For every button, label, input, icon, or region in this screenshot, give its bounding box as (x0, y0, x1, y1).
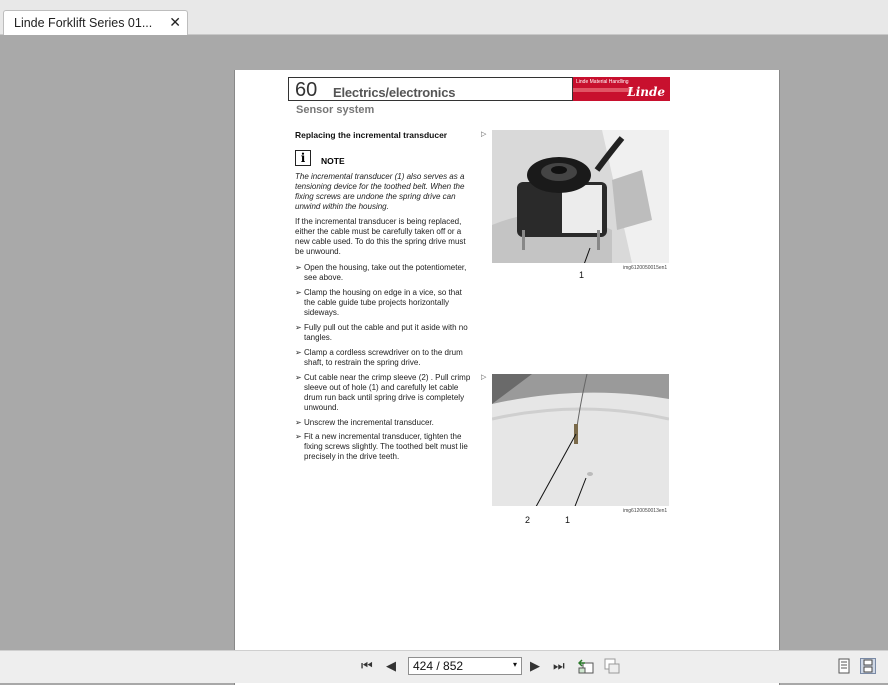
note-text: The incremental transducer (1) also serves as a tensioning device for the toothed belt. When the fixing screws are undone the spring drive can unwind within the housing. (295, 172, 465, 211)
last-page-icon[interactable]: ⏭ (553, 658, 565, 673)
page-subtitle: Sensor system (296, 104, 375, 116)
brand-tagline: Linde Material Handling (576, 79, 629, 85)
transducer-photo (492, 130, 669, 263)
image-callout: 2 (525, 515, 531, 525)
chevron-down-icon: ▾ (512, 660, 517, 669)
next-page-icon[interactable]: ▶ (530, 658, 540, 673)
single-page-view-icon[interactable] (836, 658, 852, 674)
intro-text: If the incremental transducer is being replaced, either the cable must be carefully taken off or a new cable used. To do this the spring drive must be unwound. (295, 217, 466, 256)
step-item (295, 323, 475, 343)
step-item (295, 373, 475, 413)
step-item (295, 288, 475, 318)
bullet-icon: ➢ (295, 288, 302, 297)
page-number-select[interactable] (408, 657, 522, 675)
brand-stripe (573, 88, 633, 92)
section-title: Replacing the incremental transducer (295, 130, 448, 140)
bullet-icon: ➢ (295, 263, 302, 272)
prev-page-icon[interactable]: ◀ (386, 658, 396, 673)
continuous-view-icon[interactable] (860, 658, 876, 674)
bullet-icon: ➢ (295, 373, 302, 382)
step-item (295, 432, 475, 462)
bullet-icon: ➢ (295, 418, 302, 427)
image-caption: img6120050013en1 (623, 508, 668, 514)
pdf-page (234, 70, 780, 685)
go-back-view-icon[interactable] (578, 658, 594, 674)
step-item (295, 348, 475, 368)
step-item (295, 418, 475, 428)
step-item (295, 263, 475, 283)
image-callout: 1 (565, 515, 571, 525)
page-navigation-toolbar (0, 650, 888, 683)
tab-bar (0, 0, 888, 35)
arrow-marker: ▷ (481, 374, 487, 381)
arrow-marker: ▷ (481, 131, 487, 138)
chapter-number: 60 (295, 79, 318, 101)
chapter-header (288, 77, 573, 101)
tab-document[interactable] (3, 10, 188, 35)
step-text: Clamp a cordless screwdriver on to the drum shaft, to restrain the spring drive. (304, 348, 463, 367)
step-text: Unscrew the incremental transducer. (304, 418, 434, 427)
go-forward-view-icon[interactable] (604, 658, 620, 674)
cable-photo (492, 374, 669, 506)
note-label: NOTE (321, 156, 345, 166)
bullet-icon: ➢ (295, 348, 302, 357)
page-display: 424 / 852 (413, 659, 464, 673)
step-text: Fit a new incremental transducer, tighten the fixing screws slightly. The toothed belt must lie precisely in the drive teeth. (304, 432, 468, 461)
bullet-icon: ➢ (295, 323, 302, 332)
linde-logo (573, 77, 670, 101)
image-callout: 1 (579, 270, 585, 280)
document-viewer[interactable] (0, 35, 888, 650)
tab-title: Linde Forklift Series 01... (14, 16, 153, 30)
step-text: Fully pull out the cable and put it aside with no tangles. (304, 323, 468, 342)
first-page-icon[interactable]: ⏮ (361, 658, 373, 673)
step-text: Open the housing, take out the potentiometer, see above. (304, 263, 467, 282)
image-caption: img6120050015en1 (623, 265, 668, 271)
bullet-icon: ➢ (295, 432, 302, 441)
chapter-title: Electrics/electronics (333, 85, 456, 100)
step-text: Cut cable near the crimp sleeve (2) . Pull crimp sleeve out of hole (1) and carefully let cable drum run back until spring drive is completely unwound. (304, 373, 471, 412)
info-icon: i (295, 150, 311, 166)
close-icon[interactable]: ✕ (169, 14, 181, 30)
brand-logo-text: Linde (627, 85, 665, 99)
step-text: Clamp the housing on edge in a vice, so that the cable guide tube projects horizontally sideways. (304, 288, 462, 317)
